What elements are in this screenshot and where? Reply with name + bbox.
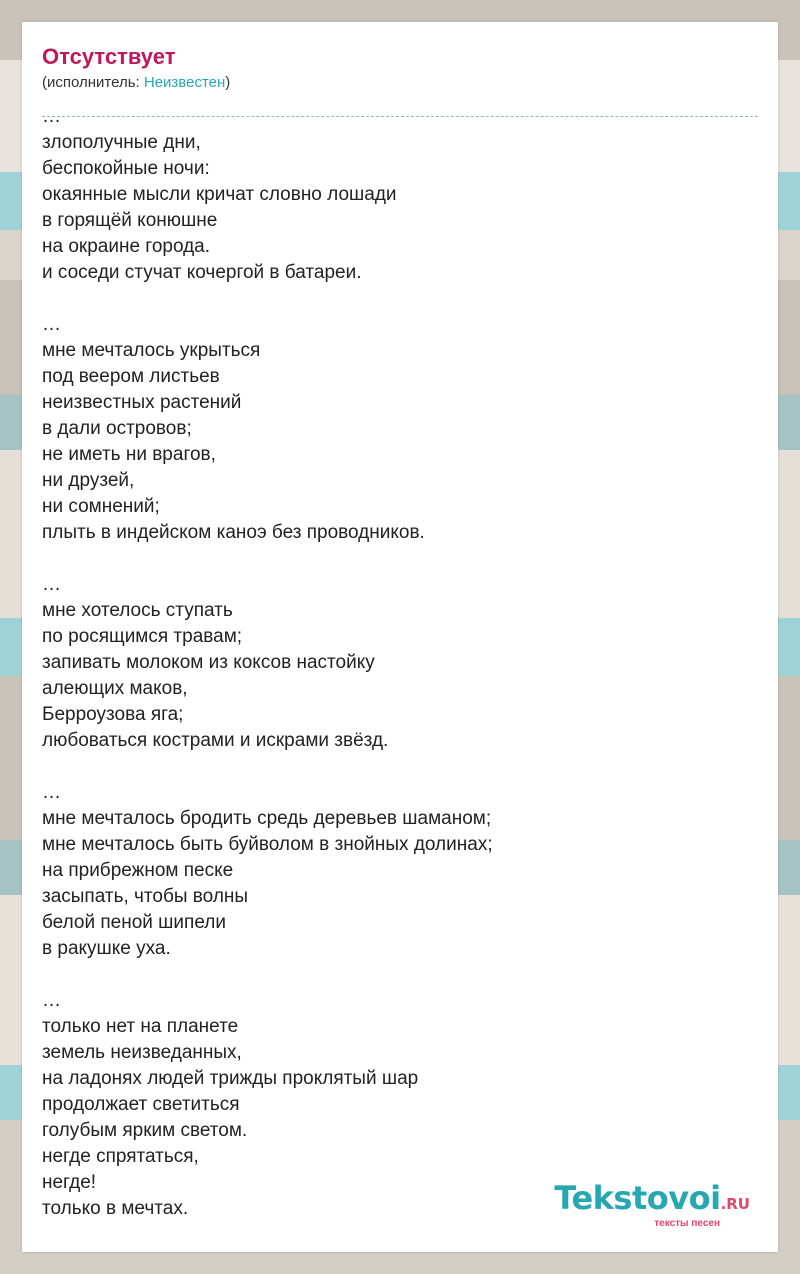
lyric-line: земель неизведанных, bbox=[42, 1042, 242, 1063]
song-title: Отсутствует bbox=[42, 44, 176, 69]
lyric-line: неизвестных растений bbox=[42, 392, 242, 413]
performer-line bbox=[42, 74, 758, 92]
lyrics-text bbox=[42, 104, 758, 1222]
lyric-line: продолжает светиться bbox=[42, 1094, 240, 1115]
lyric-line: … bbox=[42, 574, 61, 595]
lyric-line: только в мечтах. bbox=[42, 1198, 189, 1219]
lyric-line: негде! bbox=[42, 1172, 97, 1193]
lyric-line: голубым ярким светом. bbox=[42, 1120, 248, 1141]
lyric-line: засыпать, чтобы волны bbox=[42, 886, 249, 907]
logo-domain: .RU bbox=[720, 1195, 750, 1213]
performer-suffix: ) bbox=[225, 74, 231, 91]
lyric-line: негде спрятаться, bbox=[42, 1146, 199, 1167]
lyric-line: белой пеной шипели bbox=[42, 912, 226, 933]
lyric-line: в горящёй конюшне bbox=[42, 210, 218, 231]
lyric-line: беспокойные ночи: bbox=[42, 158, 210, 179]
lyric-line: злополучные дни, bbox=[42, 132, 201, 153]
lyric-line: … bbox=[42, 990, 61, 1011]
lyric-line: ни друзей, bbox=[42, 470, 135, 491]
stanza-break bbox=[42, 754, 758, 780]
lyric-line: под веером листьев bbox=[42, 366, 220, 387]
lyric-line: не иметь ни врагов, bbox=[42, 444, 216, 465]
logo-wordmark: Tekstovoi bbox=[554, 1179, 721, 1217]
lyric-line: в ракушке уха. bbox=[42, 938, 171, 959]
logo-tagline: тексты песен bbox=[654, 1218, 720, 1229]
lyric-line: … bbox=[42, 314, 61, 335]
lyrics-card bbox=[22, 22, 778, 1252]
lyric-line: мне мечталось бродить средь деревьев шаманом; bbox=[42, 808, 492, 829]
lyric-line: любоваться кострами и искрами звёзд. bbox=[42, 730, 389, 751]
lyric-line: по росящимся травам; bbox=[42, 626, 243, 647]
lyric-line: на прибрежном песке bbox=[42, 860, 234, 881]
stanza-break bbox=[42, 546, 758, 572]
lyric-line: окаянные мысли кричат словно лошади bbox=[42, 184, 397, 205]
lyric-line: мне мечталось быть буйволом в знойных долинах; bbox=[42, 834, 493, 855]
lyric-line: мне хотелось ступать bbox=[42, 600, 233, 621]
stanza-break bbox=[42, 286, 758, 312]
lyric-line: … bbox=[42, 106, 61, 127]
stanza-break bbox=[42, 962, 758, 988]
lyric-line: мне мечталось укрыться bbox=[42, 340, 261, 361]
lyric-line: в дали островов; bbox=[42, 418, 192, 439]
site-logo bbox=[554, 1181, 750, 1230]
lyric-line: на окраине города. bbox=[42, 236, 211, 257]
lyric-line: на ладонях людей трижды проклятый шар bbox=[42, 1068, 419, 1089]
performer-name[interactable]: Неизвестен bbox=[143, 74, 226, 91]
lyric-line: ни сомнений; bbox=[42, 496, 160, 517]
lyric-line: только нет на планете bbox=[42, 1016, 239, 1037]
lyric-line: запивать молоком из коксов настойку bbox=[42, 652, 375, 673]
lyric-line: Берроузова яга; bbox=[42, 704, 184, 725]
lyric-line: и соседи стучат кочергой в батареи. bbox=[42, 262, 362, 283]
lyric-line: алеющих маков, bbox=[42, 678, 188, 699]
performer-prefix: (исполнитель: bbox=[42, 74, 144, 91]
lyric-line: … bbox=[42, 782, 61, 803]
lyric-line: плыть в индейском каноэ без проводников. bbox=[42, 522, 425, 543]
